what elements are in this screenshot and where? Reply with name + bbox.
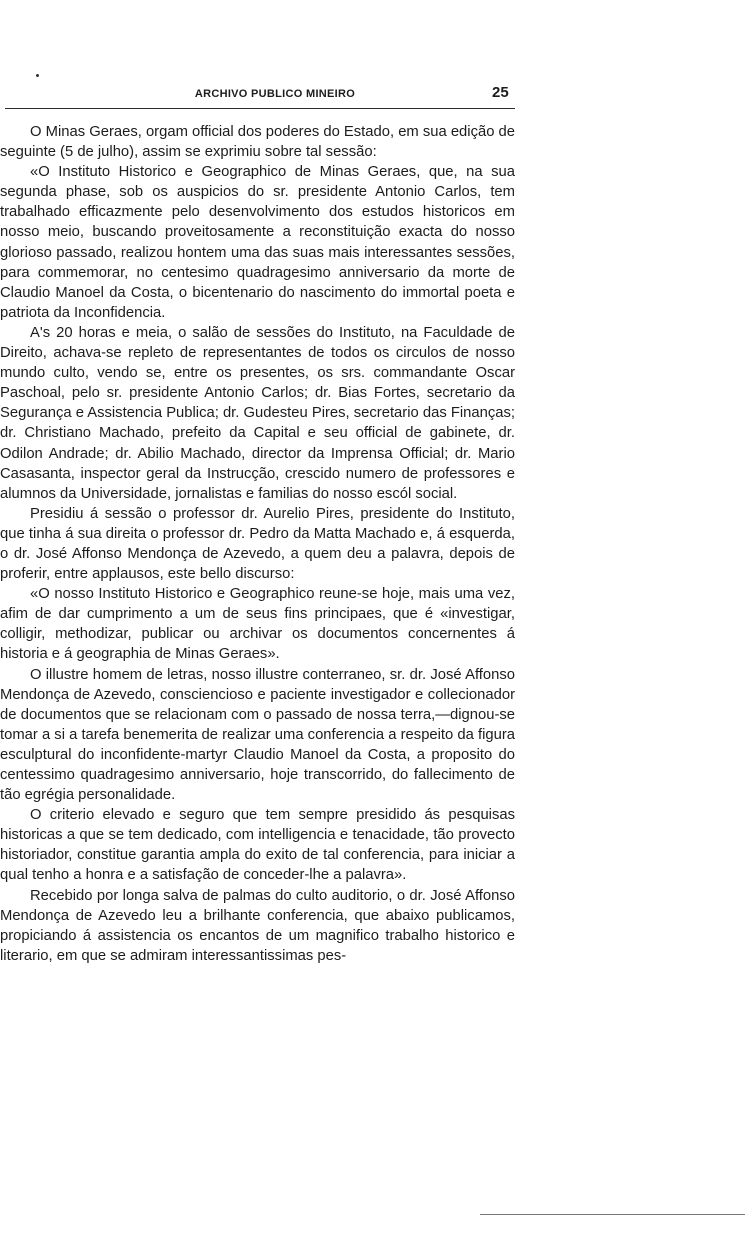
header-title: ARCHIVO PUBLICO MINEIRO	[194, 88, 356, 100]
paragraph-2: «O Instituto Historico e Geographico de Minas Geraes, que, na sua segunda phase, sob os auspicios do sr. presidente Antonio Carlos, tem trabalhado efficazmente pelo desenvolvimento dos estudos historicos em nosso meio, buscando proveitosamente a reconstituição exacta do nosso glorioso passado, realizou hontem uma das suas mais interessantes sessões, para commemorar, no centesimo quadragesimo anniversario da morte de Claudio Manoel da Costa, o bicentenario do nascimento do immortal poeta e patriota da Inconfidencia.	[0, 164, 515, 321]
paragraph-7: O criterio elevado e seguro que tem sempre presidido ás pesquisas historicas a que se tem dedicado, com intelligencia e tenacidade, tão provecto historiador, constitue garantia ampla do exito de tal conferencia, para iniciar a qual tenho a honra e a satisfação de conceder-lhe a palavra».	[0, 807, 515, 884]
print-speck	[36, 74, 39, 77]
header-rule	[5, 108, 515, 109]
running-header	[0, 84, 750, 106]
page-number: 25	[492, 84, 509, 101]
paragraph-5: «O nosso Instituto Historico e Geographico reune-se hoje, mais uma vez, afim de dar cumprimento a um de seus fins principaes, que é «investigar, colligir, methodizar, publicar ou archivar os documentos concernentes á historia e á geographia de Minas Geraes».	[0, 586, 515, 663]
paragraph-3: A's 20 horas e meia, o salão de sessões do Instituto, na Faculdade de Direito, achava-se repleto de representantes de todos os circulos de nosso mundo culto, vendo se, entre os presentes, os srs. commandante Oscar Paschoal, pelo sr. presidente Antonio Carlos; dr. Bias Fortes, secretario da Segurança e Assistencia Publica; dr. Gudesteu Pires, secretario das Finanças; dr. Christiano Machado, prefeito da Capital e seu official de gabinete, dr. Odilon Andrade; dr. Abilio Machado, director da Imprensa Official; dr. Mario Casasanta, inspector geral da Instrucção, crescido numero de professores e alumnos da Universidade, jornalistas e familias do nosso escól social.	[0, 324, 515, 502]
paragraph-4: Presidiu á sessão o professor dr. Aurelio Pires, presidente do Instituto, que tinha á sua direita o professor dr. Pedro da Matta Machado e, á esquerda, o dr. José Affonso Mendonça de Azevedo, a quem deu a palavra, depois de proferir, entre applausos, este bello discurso:	[0, 505, 515, 583]
paragraph-8: Recebido por longa salva de palmas do culto auditorio, o dr. José Affonso Mendonça de Azevedo leu a brilhante conferencia, que abaixo publicamos, propiciando á assistencia os encantos de um magnifico trabalho historico e literario, em que se admiram interessantissimas pes-	[0, 887, 515, 964]
paragraph-6: O illustre homem de letras, nosso illustre conterraneo, sr. dr. José Affonso Mendonça de Azevedo, consciencioso e paciente investigador e collecionador de documentos que se relacionam com o passado de nossa terra,—dignou-se tomar a si a tarefa benemerita de realizar uma conferencia a respeito da figura esculptural do inconfidente-martyr Claudio Manoel da Costa, a proposito do centessimo quadragesimo anniversario, hoje transcorrido, do fallecimento de tão egrégia personalidade.	[0, 666, 515, 804]
body-text	[0, 122, 515, 966]
footer-rule	[480, 1214, 745, 1215]
paragraph-1: O Minas Geraes, orgam official dos poderes do Estado, em sua edição de seguinte (5 de julho), assim se exprimiu sobre tal sessão:	[0, 124, 516, 161]
